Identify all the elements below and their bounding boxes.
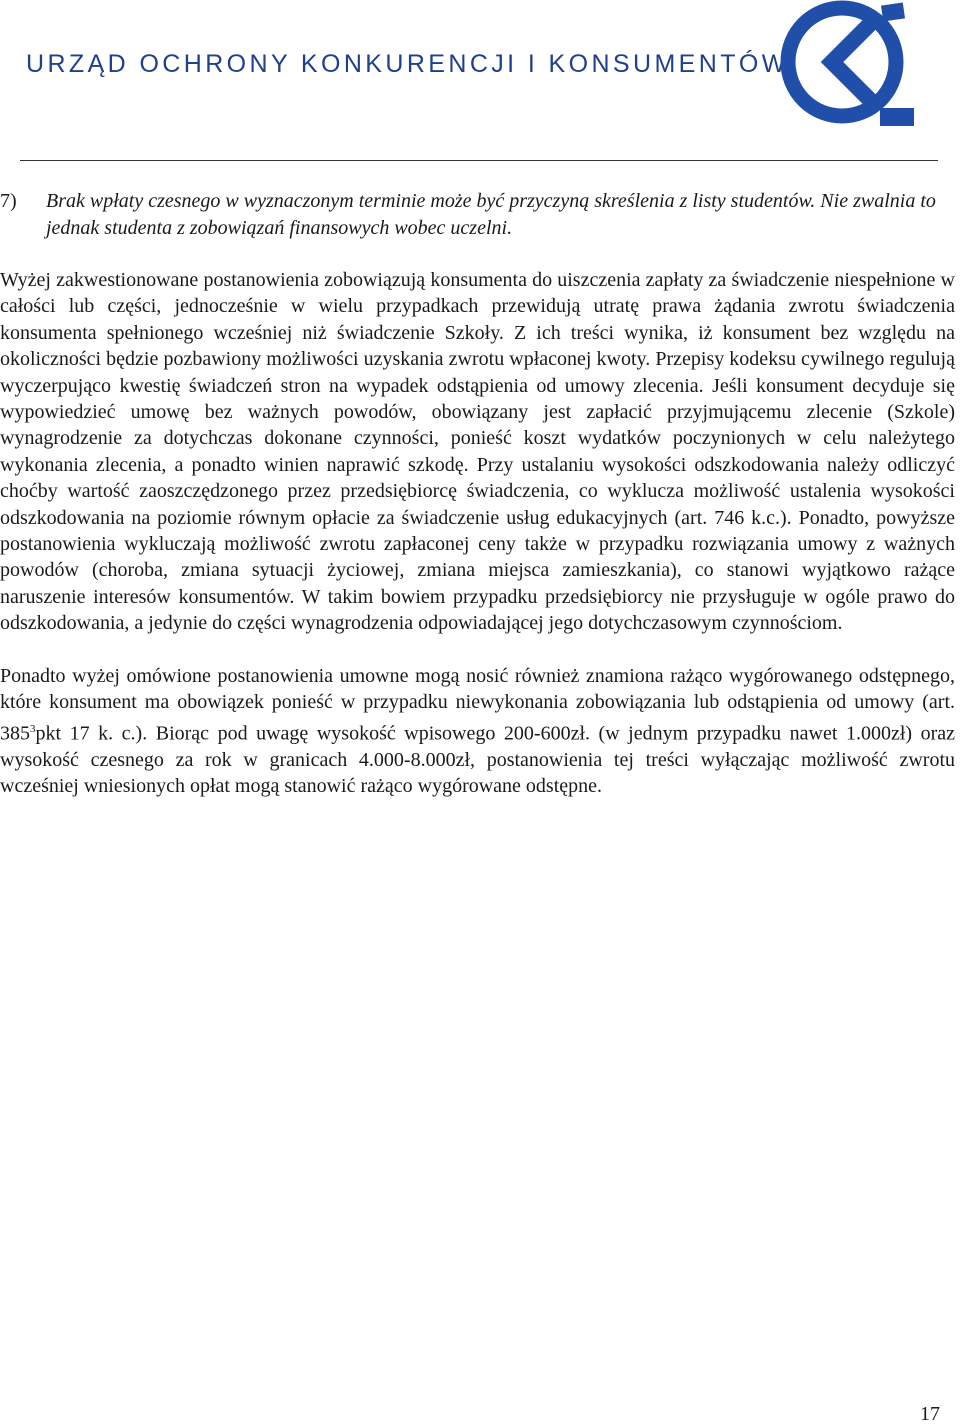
header-title: URZĄD OCHRONY KONKURENCJI I KONSUMENTÓW bbox=[26, 50, 789, 78]
paragraph-1: Wyżej zakwestionowane postanowienia zobowiązują konsumenta do uiszczenia zapłaty za świadczenie niespełnione w całości lub części, jednocześnie w wielu przypadkach przewidują utratę prawa żądania zwrotu świadczenia konsumenta spełnionego wcześniej niż świadczenie Szkoły. Z ich treści wynika, iż konsument bez względu na okoliczności będzie pozbawiony możliwości uzyskania zwrotu wpłaconej kwoty. Przepisy kodeksu cywilnego regulują wyczerpująco kwestię świadczeń stron na wypadek odstąpienia od umowy zlecenia. Jeśli konsument decyduje się wypowiedzieć umowę bez ważnych powodów, obowiązany jest zapłacić przyjmującemu zlecenie (Szkole) wynagrodzenie za dotychczas dokonane czynności, ponieść koszt wydatków poczynionych w celu należytego wykonania zlecenia, a ponadto winien naprawić szkodę. Przy ustalaniu wysokości odszkodowania należy odliczyć choćby wartość zaoszczędzonego przez przedsiębiorcę świadczenia, co wyklucza możliwość ustalenia wysokości odszkodowania na poziomie równym opłacie za świadczenie usług edukacyjnych (art. 746 k.c.). Ponadto, powyższe postanowienia wykluczają możliwość zwrotu zapłaconej ceny także w przypadku rozwiązania umowy z ważnych powodów (choroba, zmiana sytuacji życiowej, zmiana miejsca zamieszkania), co stanowi wyjątkowo rażące naruszenie interesów konsumentów. W takim bowiem przypadku przedsiębiorcy nie przysługuje w ogóle prawo do odszkodowania, a jedynie do części wynagrodzenia odpowiadającej jego dotychczasowym czynnościom. bbox=[0, 269, 955, 635]
document-body bbox=[0, 188, 955, 799]
uokik-logo-icon bbox=[780, 0, 916, 130]
list-item-number: 7) bbox=[0, 190, 17, 212]
paragraph-2-text-end: pkt 17 k. c.). Biorąc pod uwagę wysokość wpisowego 200-600zł. (w jednym przypadku nawet 1.000zł) oraz wysokość czesnego za rok w granicach 4.000-8.000zł, postanowienia tej treści wyłączając możliwość zwrotu wcześniej wniesionych opłat mogą stanowić rażąco wygórowane odstępne. bbox=[0, 722, 955, 797]
list-item-text: Brak wpłaty czesnego w wyznaczonym terminie może być przyczyną skreślenia z listy studentów. Nie zwalnia to jednak studenta z zobowiązań finansowych wobec uczelni. bbox=[46, 190, 936, 239]
paragraph-2 bbox=[0, 663, 955, 800]
paragraph-2-superscript: 3 bbox=[30, 722, 36, 735]
paragraph-2-text-start: Ponadto wyżej omówione postanowienia umowne mogą nosić również znamiona rażąco wygórowanego odstępnego, które konsument ma obowiązek ponieść w przypadku niewykonania zobowiązania lub odstąpienia od umowy (art. 385 bbox=[0, 664, 955, 745]
list-item bbox=[0, 188, 955, 241]
header-rule bbox=[20, 160, 938, 161]
page-number: 17 bbox=[920, 1403, 940, 1425]
